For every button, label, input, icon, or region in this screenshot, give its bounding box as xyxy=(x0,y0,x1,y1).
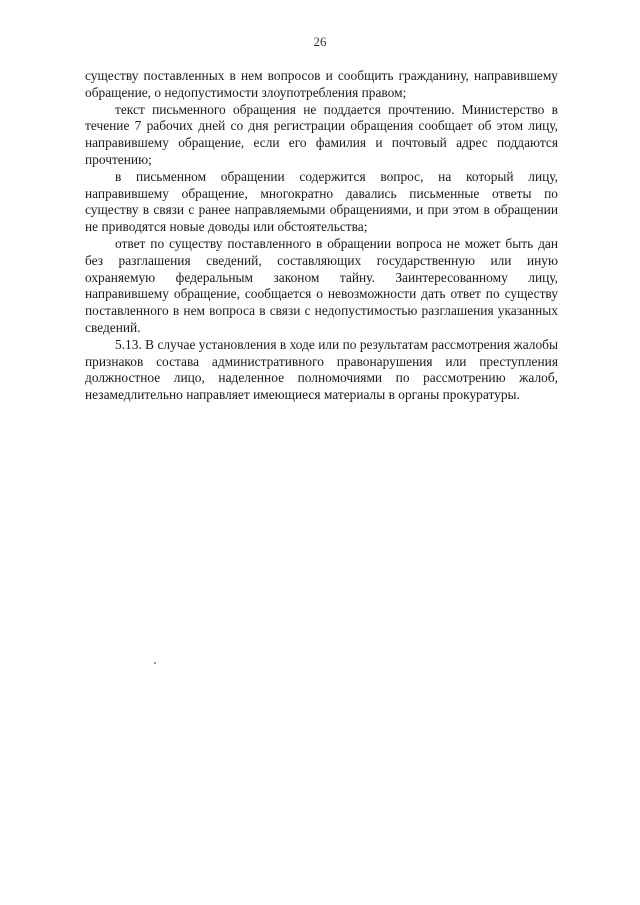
paragraph-unreadable-text: текст письменного обращения не поддается прочтению. Министерство в течение 7 рабочих дней со дня регистрации обращения сообщает об этом лицу, направившему обращение, если его фамилия и почтовый адрес поддаются прочтению; xyxy=(85,101,558,167)
document-body xyxy=(85,68,558,404)
scan-speck xyxy=(154,662,156,664)
paragraph-continuation: существу поставленных в нем вопросов и сообщить гражданину, направившему обращение, о недопустимости злоупотребления правом; xyxy=(85,68,558,100)
paragraph-secret-information: ответ по существу поставленного в обращении вопроса не может быть дан без разглашения сведений, составляющих государственную или иную охраняемую федеральным законом тайну. Заинтересованному лицу, направившему обращение, сообщается о невозможности дать ответ по существу поставленного в нем вопроса в связи с недопустимостью разглашения указанных сведений. xyxy=(85,235,558,335)
paragraph-repeated-question: в письменном обращении содержится вопрос, на который лицу, направившему обращение, многократно давались письменные ответы по существу в связи с ранее направляемыми обращениями, и при этом в обращении не приводятся новые доводы или обстоятельства; xyxy=(85,168,558,235)
page-number: 26 xyxy=(313,34,327,49)
paragraph-section-5-13: 5.13. В случае установления в ходе или по результатам рассмотрения жалобы признаков состава административного правонарушения или преступления должностное лицо, наделенное полномочиями по рассмотрению жалоб, незамедлительно направляет имеющиеся материалы в органы прокуратуры. xyxy=(85,336,558,403)
